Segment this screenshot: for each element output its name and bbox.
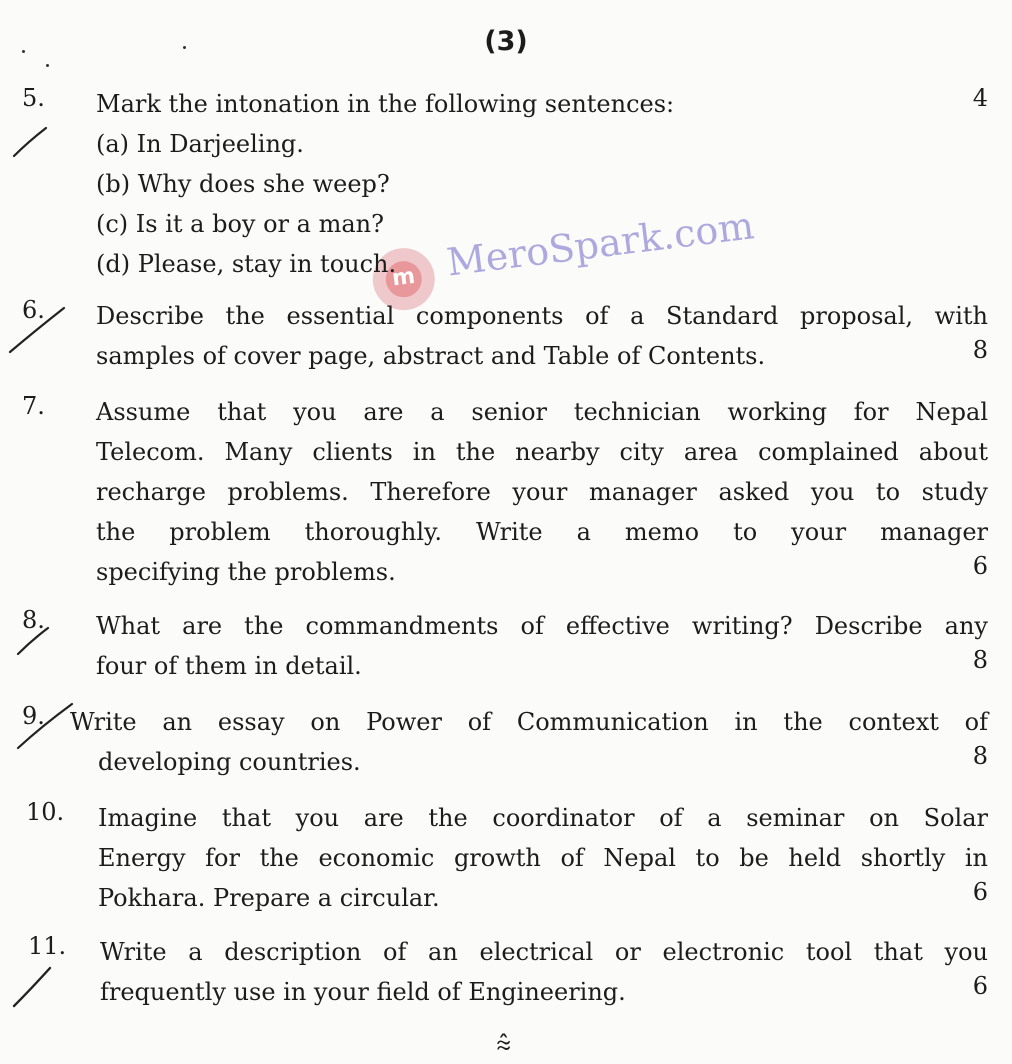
question-line: the problem thoroughly. Write a memo to your manager xyxy=(96,518,988,546)
question-line: specifying the problems. xyxy=(96,558,396,586)
page-number: (3) xyxy=(484,26,528,57)
question-text xyxy=(70,702,988,782)
question-marks: 6 xyxy=(972,878,988,906)
question-line: samples of cover page, abstract and Table of Contents. xyxy=(96,342,766,370)
question-line: Mark the intonation in the following sentences: xyxy=(96,90,675,118)
question-marks: 6 xyxy=(972,972,988,1000)
question-line: Write a description of an electrical or electronic tool that you xyxy=(100,938,988,966)
question-marks: 8 xyxy=(972,646,988,674)
watermark-logo-letter: m xyxy=(384,259,424,299)
end-of-paper-mark: ⩯ xyxy=(496,1030,512,1060)
question-line: four of them in detail. xyxy=(96,652,362,680)
question-text xyxy=(100,932,988,1012)
question-number: 10. xyxy=(26,798,65,826)
question-line: Telecom. Many clients in the nearby city area complained about xyxy=(96,438,988,466)
question-line: Pokhara. Prepare a circular. xyxy=(98,884,440,912)
tick-mark-icon xyxy=(10,308,64,352)
question-number: 8. xyxy=(22,606,45,634)
question-marks: 6 xyxy=(972,552,988,580)
handwritten-tick-marks xyxy=(0,0,120,1064)
subpart-c: (c) Is it a boy or a man? xyxy=(96,210,384,238)
question-line: Assume that you are a senior technician working for Nepal xyxy=(96,398,988,426)
question-number: 7. xyxy=(22,392,45,420)
question-text xyxy=(96,84,988,284)
tick-mark-icon xyxy=(18,628,48,654)
question-line: Imagine that you are the coordinator of a seminar on Solar xyxy=(98,804,988,832)
question-number: 5. xyxy=(22,84,45,112)
question-number: 6. xyxy=(22,296,45,324)
question-line: recharge problems. Therefore your manager asked you to study xyxy=(96,478,988,506)
question-text xyxy=(98,798,988,918)
question-line: frequently use in your field of Engineering. xyxy=(100,978,626,1006)
question-number: 11. xyxy=(28,932,67,960)
question-marks: 4 xyxy=(972,84,988,112)
tick-mark-icon xyxy=(14,968,50,1006)
question-marks: 8 xyxy=(972,336,988,364)
question-line: What are the commandments of effective writing? Describe any xyxy=(96,612,988,640)
question-text xyxy=(96,392,988,592)
subpart-d: (d) Please, stay in touch. xyxy=(96,250,397,278)
tick-mark-icon xyxy=(18,704,72,748)
question-marks: 8 xyxy=(972,742,988,770)
question-number: 9. xyxy=(22,702,45,730)
question-line: developing countries. xyxy=(98,748,361,776)
question-text xyxy=(96,296,988,376)
subpart-a: (a) In Darjeeling. xyxy=(96,130,304,158)
question-line: Write an essay on Power of Communication in the context of xyxy=(70,708,988,736)
question-line: Describe the essential components of a Standard proposal, with xyxy=(96,302,988,330)
question-line: Energy for the economic growth of Nepal to be held shortly in xyxy=(98,844,988,872)
tick-mark-icon xyxy=(14,128,46,156)
subpart-b: (b) Why does she weep? xyxy=(96,170,390,198)
watermark-text: MeroSpark.com xyxy=(444,203,757,285)
question-text xyxy=(96,606,988,686)
